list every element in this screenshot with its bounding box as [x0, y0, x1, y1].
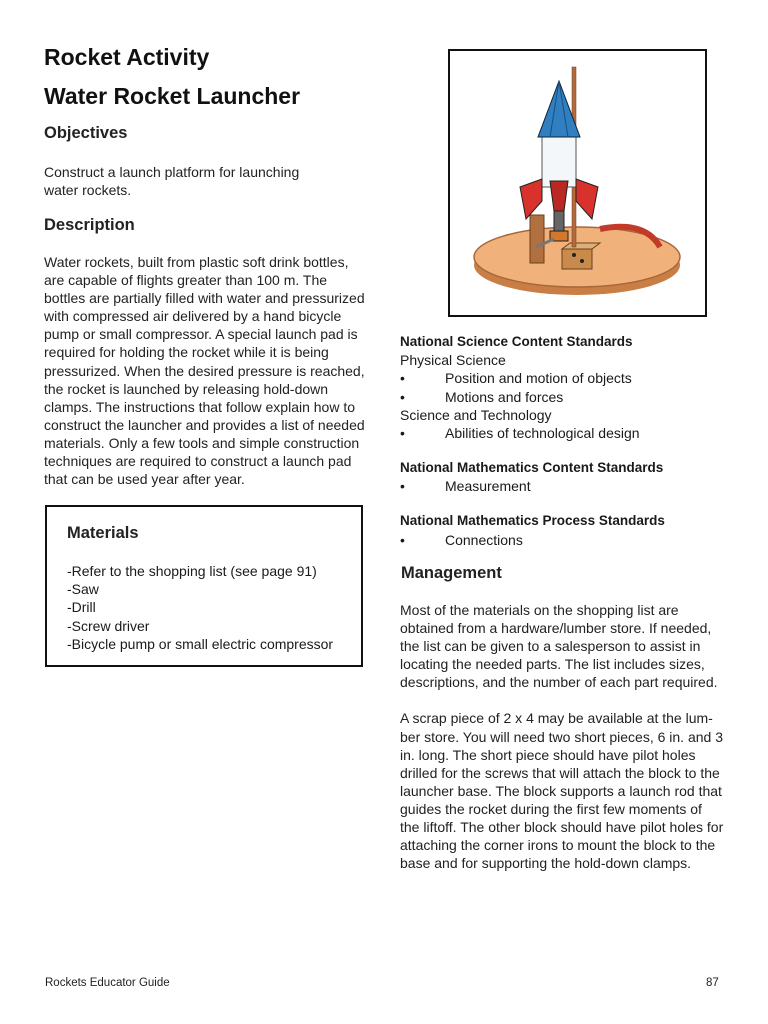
water-rocket-launcher-illustration — [450, 51, 705, 315]
page-subtitle: Water Rocket Launcher — [44, 83, 301, 109]
math-content-title: National Mathematics Content Standards — [400, 460, 664, 476]
list-item: -Saw — [67, 581, 99, 598]
materials-heading: Materials — [67, 524, 139, 542]
management-body — [400, 601, 724, 872]
standards-section — [400, 333, 730, 549]
description-text: Water rockets, built from plastic soft drink bottles, are capable of flights greater than 100 m. The bottles are partially filled with water and pressurized with compressed air delivered by a hand bicycle pump or small compressor. A special launch pad is required for holding the rocket while it is being pressurized. When the desired pressure is reached, the rocket is launched by releasing hold-down clamps. The instructions that follow explain how to construct the launcher and provides a list of needed materials. Only a few tools and simple construction techniques are required to construct a launch pad that can be used year after year. — [44, 254, 365, 488]
bullet-icon: • — [400, 478, 405, 495]
physical-science-label: Physical Science — [400, 352, 506, 369]
science-tech-label: Science and Technology — [400, 406, 552, 423]
management-paragraph: A scrap piece of 2 x 4 may be available at the lum-ber store. You will need two short pieces, 6 in. and 3 in. long. The short piece should have pilot holes drilled for the screws that will attach the block to the launcher base. The block supports a launch rod that guides the rocket during the first few moments of the liftoff. The other block should have pilot holes for attaching the corner irons to mount the block to the base and for supporting the hold-down clamps. — [400, 710, 724, 872]
footer-guide-title: Rockets Educator Guide — [45, 977, 170, 989]
list-item: • Abilities of technological design — [400, 424, 640, 441]
management-paragraph: Most of the materials on the shopping list are obtained from a hardware/lumber store. If needed, the list can be given to a salesperson to assist in locating the needed parts. The list includes sizes, descriptions, and the number of each part required. — [400, 602, 718, 691]
list-item: • Connections — [400, 531, 523, 548]
launcher-illustration-frame — [448, 49, 707, 317]
science-standards-title: National Science Content Standards — [400, 334, 633, 349]
bullet-icon: • — [400, 531, 405, 548]
list-item: -Drill — [67, 599, 96, 616]
materials-list — [67, 562, 333, 653]
list-item: -Refer to the shopping list (see page 91) — [67, 563, 317, 579]
page-number: 87 — [706, 977, 719, 989]
list-item: • Position and motion of objects — [400, 370, 632, 387]
page-title: Rocket Activity — [44, 44, 210, 70]
bullet-icon: • — [400, 388, 405, 405]
objectives-heading: Objectives — [44, 124, 128, 142]
list-item: • Measurement — [400, 478, 531, 495]
list-item: -Bicycle pump or small electric compressor — [67, 635, 334, 652]
bullet-icon: • — [400, 370, 405, 387]
math-process-title: National Mathematics Process Standards — [400, 513, 665, 529]
list-item: -Screw driver — [67, 617, 150, 634]
bullet-icon: • — [400, 424, 405, 441]
list-item: • Motions and forces — [400, 388, 564, 405]
objectives-text: Construct a launch platform for launching water rockets. — [44, 164, 300, 199]
materials-box — [45, 505, 363, 667]
management-heading: Management — [401, 564, 502, 582]
description-heading: Description — [44, 216, 135, 234]
